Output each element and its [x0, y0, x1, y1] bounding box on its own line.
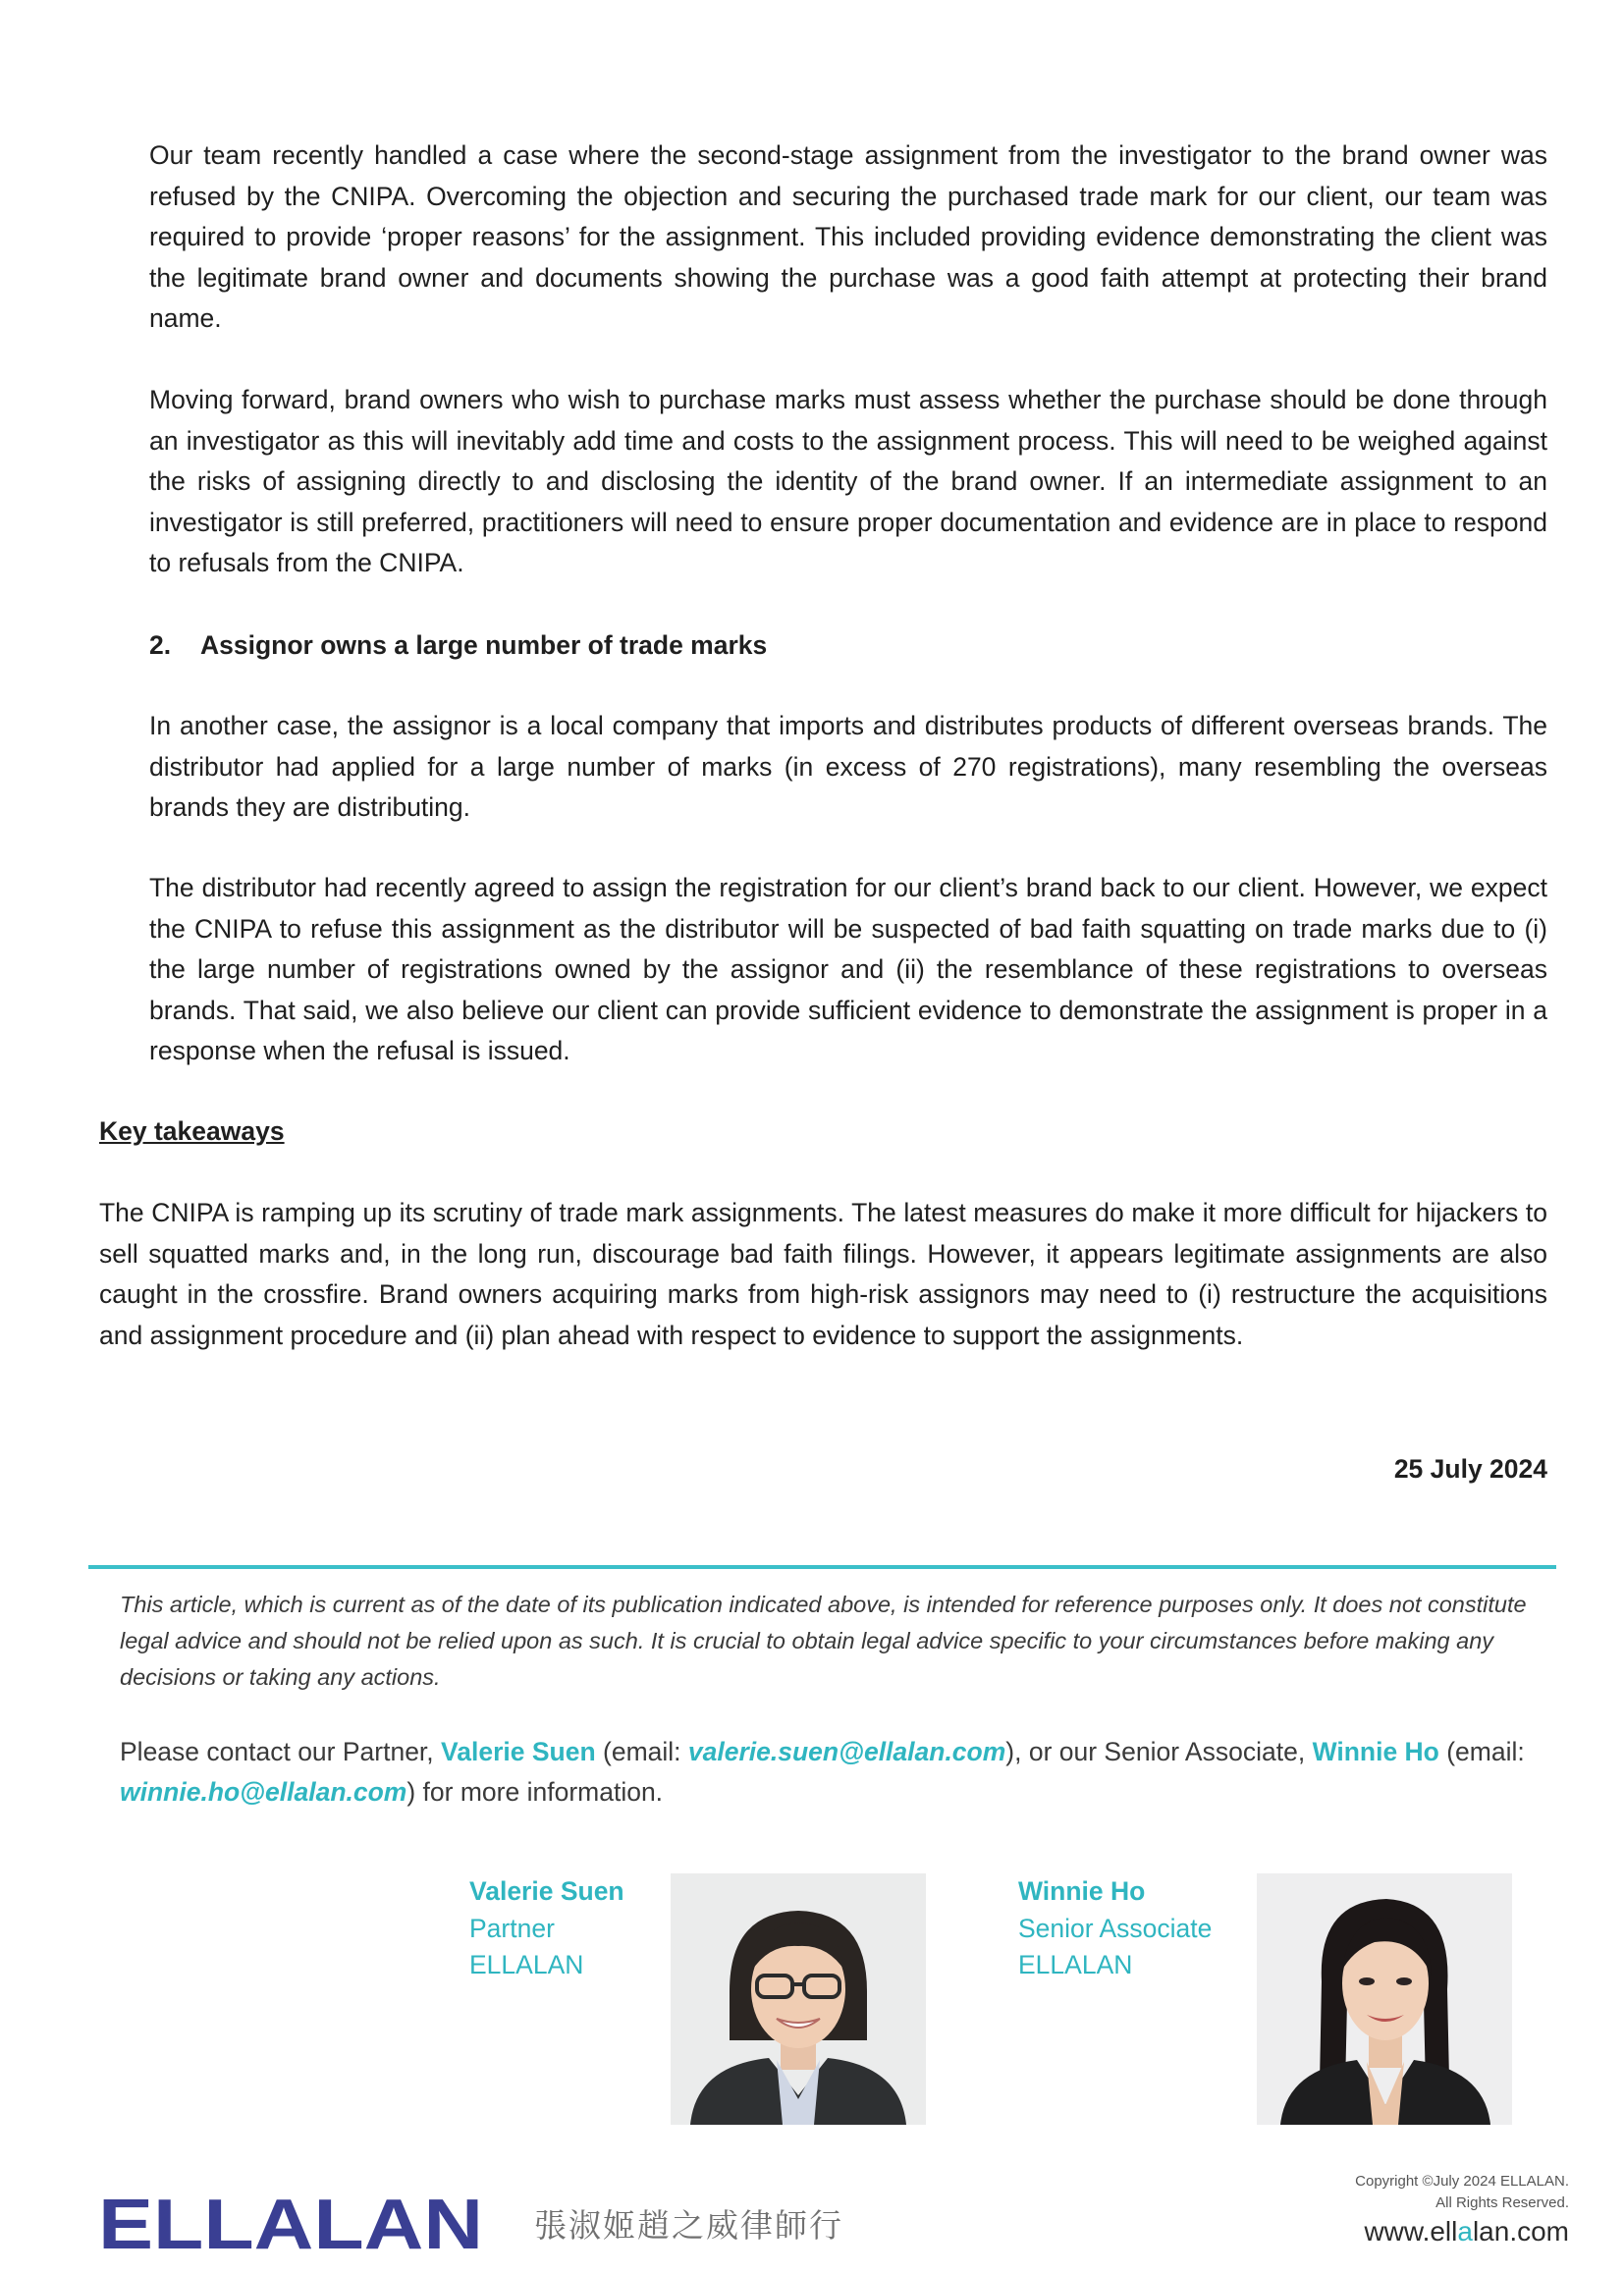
website-part: www.ell [1364, 2216, 1458, 2247]
paragraph-investigator-case: Our team recently handled a case where the second-stage assignment from the investigator to the brand owner was refused by the CNIPA. Overcoming the objection and securing the purchased trade mark for our client, our team was required to provide ‘proper reasons’ for the assignment. This included providing evidence demonstrating the client was the legitimate brand owner and documents showing the purchase was a good faith attempt at protecting their brand name. [149, 140, 1547, 333]
copyright-notice [1355, 2171, 1569, 2214]
section-heading-2 [149, 625, 767, 667]
contact-text: (email: [1438, 1737, 1525, 1766]
contact-paragraph [120, 1732, 1563, 1813]
section-title: Assignor owns a large number of trade marks [200, 630, 768, 660]
email-link-valerie[interactable]: valerie.suen@ellalan.com [687, 1737, 1006, 1766]
publication-date: 25 July 2024 [1393, 1454, 1547, 1484]
email-link-winnie[interactable]: winnie.ho@ellalan.com [120, 1777, 407, 1807]
website-highlight: a [1457, 2216, 1473, 2247]
ellalan-logo [98, 2192, 483, 2254]
key-takeaways-heading: Key takeaways [99, 1116, 285, 1146]
website-link[interactable] [1364, 2215, 1569, 2248]
logo-wordmark: ELLALAN [98, 2192, 483, 2254]
divider [88, 1565, 1556, 1569]
person-name: Valerie Suen [469, 1876, 624, 1906]
contact-name-winnie: Winnie Ho [1312, 1737, 1439, 1766]
portrait-illustration [671, 1873, 926, 2125]
contact-text: ) for more information. [406, 1777, 664, 1807]
section-number: 2. [149, 630, 172, 660]
disclaimer: This article, which is current as of the date of its publication indicated above, is intended for reference purposes only. It does not constitute legal advice and should not be relied upon as such. It is crucial to obtain legal advice specific to your circumstances before making any decisions or taking any actions. [120, 1592, 1527, 1690]
person-card-winnie [1018, 1873, 1212, 1984]
contact-text: Please contact our Partner, [120, 1737, 442, 1766]
portrait-illustration [1257, 1873, 1512, 2125]
paragraph-key-takeaways: The CNIPA is ramping up its scrutiny of trade mark assignments. The latest measures do make it more difficult for hijackers to sell squatted marks and, in the long run, discourage bad faith filings. However, it appears legitimate assignments are also caught in the crossfire. Brand owners acquiring marks from high-risk assignors may need to (i) restructure the acquisitions and assignment procedure and (ii) plan ahead with respect to evidence to support the assignments. [99, 1198, 1547, 1350]
rights-line: All Rights Reserved. [1435, 2194, 1569, 2211]
person-name: Winnie Ho [1018, 1876, 1146, 1906]
copyright-line: Copyright ©July 2024 ELLALAN. [1355, 2173, 1569, 2190]
person-card-valerie [469, 1873, 624, 1984]
person-org: ELLALAN [1018, 1950, 1133, 1979]
contact-text: (email: [595, 1737, 688, 1766]
person-org: ELLALAN [469, 1950, 584, 1979]
chinese-firm-name: 張淑姬趙之威律師行 [534, 2206, 843, 2245]
paragraph-moving-forward: Moving forward, brand owners who wish to purchase marks must assess whether the purchase should be done through an investigator as this will inevitably add time and costs to the assignment process. This will need to be weighed against the risks of assigning directly to and disclosing the identity of the brand owner. If an intermediate assignment to an investigator is still preferred, practitioners will need to ensure proper documentation and evidence are in place to respond to refusals from the CNIPA. [149, 385, 1547, 577]
portrait-photo-valerie [671, 1873, 926, 2125]
person-role: Senior Associate [1018, 1913, 1213, 1943]
website-part: lan.com [1472, 2216, 1569, 2247]
person-role: Partner [469, 1913, 555, 1943]
contact-text: ), or our Senior Associate, [1005, 1737, 1313, 1766]
contact-name-valerie: Valerie Suen [441, 1737, 596, 1766]
paragraph-distributor: In another case, the assignor is a local company that imports and distributes products of different overseas brands. The distributor had applied for a large number of marks (in excess of 270 registrations), many resembling the overseas brands they are distributing. [149, 711, 1547, 822]
paragraph-assignment-refusal: The distributor had recently agreed to assign the registration for our client’s brand back to our client. However, we expect the CNIPA to refuse this assignment as the distributor will be suspected of bad faith squatting on trade marks due to (i) the large number of registrations owned by the assignor and (ii) the resemblance of these registrations to overseas brands. That said, we also believe our client can provide sufficient evidence to demonstrate the assignment is proper in a response when the refusal is issued. [149, 873, 1547, 1065]
portrait-photo-winnie [1257, 1873, 1512, 2125]
